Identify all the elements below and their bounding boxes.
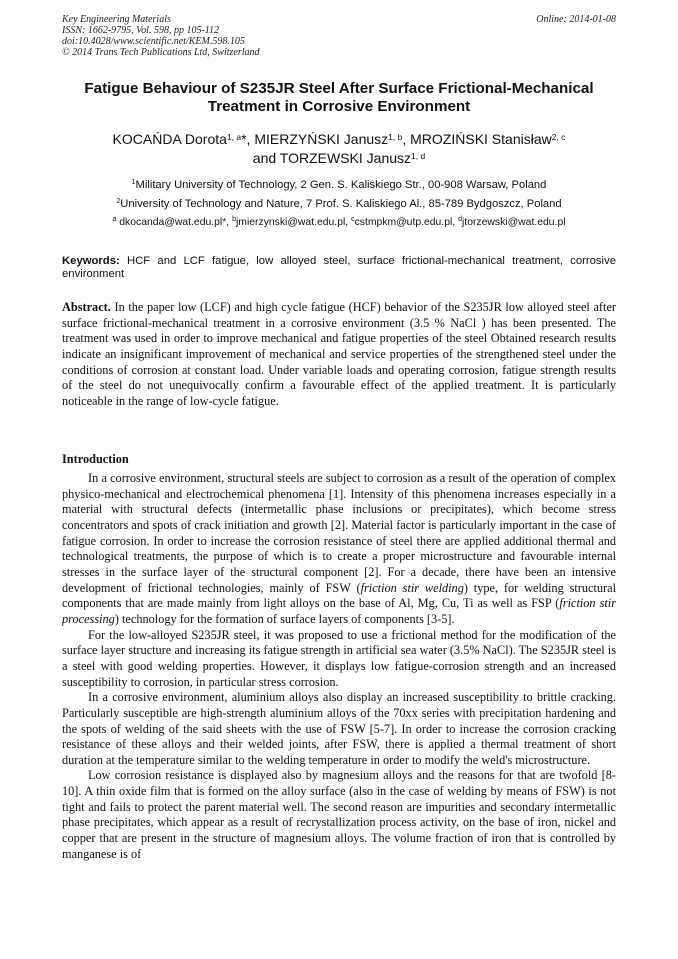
keywords <box>62 255 616 280</box>
abstract <box>62 300 616 410</box>
corresponding-mark: *, <box>241 131 251 147</box>
affiliation-2 <box>62 197 616 211</box>
affiliation-1 <box>62 178 616 192</box>
author-conjunction: and <box>252 150 277 166</box>
title-line-2: Treatment in Corrosive Environment <box>207 98 471 115</box>
author-2: MIERZYŃSKI Janusz <box>254 131 389 147</box>
email-c[interactable]: cstmpkm@utp.edu.pl, <box>354 217 456 228</box>
affiliation-2-number: 2 <box>116 197 121 205</box>
affiliation-1-text: Military University of Technology, 2 Gen. S. Kaliskiego Str., 00-908 Warsaw, Poland <box>135 179 547 191</box>
title-line-1: Fatigue Behaviour of S235JR Steel After Surface Frictional-Mechanical <box>84 80 594 97</box>
paragraph: For the low-alloyed S235JR steel, it was proposed to use a frictional method for the modification of the surface layer structure and increasing its fatigue strength in artificial sea water (3.5% NaCl). The S235JR steel is a steel with good welding properties. However, it displays low fatigue-corrosion strength and an increased susceptibility to corrosion, in particular stress corrosion. <box>62 627 616 689</box>
abstract-label: Abstract. <box>62 300 111 314</box>
author-separator: , <box>402 131 407 147</box>
abstract-text: In the paper low (LCF) and high cycle fatigue (HCF) behavior of the S235JR low alloyed steel after surface frictional-mechanical treatment in a corrosive environment (3.5 % NaCl ) has been presented. The treatment was used in order to improve mechanical and fatigue properties of the steel Obtained research results indicate an insignificant improvement of mechanical and service properties of the strengthened steel under the conditions of corrosion at constant load. Under variable loads and operating corrosion, fatigue strength results of the steel do not unequivocally confirm a favourable effect of the applied treatment. It is particularly noticeable in the range of low-cycle fatigue. <box>62 300 616 408</box>
emphasis-fsp: friction stir processing <box>62 596 616 626</box>
online-date: Online: 2014-01-08 <box>536 14 616 25</box>
paragraph: Low corrosion resistance is displayed also by magnesium alloys and the reasons for that are twofold [8-10]. A thin oxide film that is formed on the alloy surface (also in the case of welding by means of FSW) is not tight and fails to protect the parent material well. The second reason are impurities and secondary intermetallic phase precipitates, which appear as a result of recrystallization process activity, on the base of iron, nickel and copper that are present in the structure of magnesium alloys. The volume fraction of iron that is controlled by manganese is of <box>62 768 616 861</box>
email-a[interactable]: dkocanda@wat.edu.pl*, <box>119 217 230 228</box>
email-list <box>62 216 616 230</box>
author-3-affiliation: 2, c <box>551 131 566 142</box>
email-b-mark: b <box>232 215 236 223</box>
keywords-label: Keywords: <box>62 255 120 267</box>
copyright: © 2014 Trans Tech Publications Ltd, Switzerland <box>62 47 260 58</box>
email-d-mark: d <box>458 215 462 223</box>
issn: ISSN: 1662-9795, Vol. 598, pp 105-112 <box>62 25 220 36</box>
authors-line-2 <box>62 149 616 168</box>
author-2-affiliation: 1, b <box>388 131 403 142</box>
paragraph: In a corrosive environment, aluminium alloys also display an increased susceptibility to brittle cracking. Particularly susceptible are high-strength aluminium alloys of the 70xx series with precipitation hardening and the spots of welding of the said sheets with the use of FSW [5-7]. In order to increase the corrosion cracking resistance of these alloys and their welded joints, after FSW, there is applied a thermal treatment of short duration at the temperature similar to the welding temperature in order to modify the weld's microstructure. <box>62 690 616 767</box>
paper-title <box>62 80 616 116</box>
email-d[interactable]: jtorzewski@wat.edu.pl <box>462 217 566 228</box>
section-heading-introduction: Introduction <box>62 452 129 466</box>
email-c-mark: c <box>351 215 355 223</box>
email-b[interactable]: jmierzynski@wat.edu.pl, <box>235 217 349 228</box>
keywords-text: HCF and LCF fatigue, low alloyed steel, surface frictional-mechanical treatment, corrosive environment <box>62 255 616 280</box>
author-3: MROZIŃSKI Stanisław <box>410 131 552 147</box>
journal-info <box>62 14 260 58</box>
email-a-mark: a <box>112 215 117 223</box>
author-4: TORZEWSKI Janusz <box>279 150 412 166</box>
introduction-body <box>62 471 616 862</box>
author-1: KOCAŃDA Dorota <box>112 131 227 147</box>
authors-line-1 <box>62 130 616 149</box>
affiliation-1-number: 1 <box>131 178 136 186</box>
author-4-affiliation: 1, d <box>411 150 426 161</box>
author-1-affiliation: 1, a <box>226 131 242 142</box>
emphasis-fsw: friction stir welding <box>360 580 464 595</box>
doi: doi:10.4028/www.scientific.net/KEM.598.105 <box>62 36 245 47</box>
journal-name: Key Engineering Materials <box>62 14 171 25</box>
paragraph: In a corrosive environment, structural steels are subject to corrosion as a result of the operation of complex physico-mechanical and electrochemical phenomena [1]. Intensity of this phenomena increases especially in a material with structural defects (intermetallic phase inclusions or precipitates), which become stress concentrators and spots of crack initiation and growth [2]. Material factor is particularly important in the case of fatigue corrosion. In order to increase the corrosion resistance of steel there are applied additional thermal and technological treatments, the purpose of which is to create a proper microstructure and favourable internal stresses in the surface layer of the structural component [2]. For a decade, there have been an intensive development of frictional technologies, mainly of FSW (friction stir welding) type, for welding structural components that are made mainly from light alloys on the base of Al, Mg, Cu, Ti as well as FSP (friction stir processing) technology for the formation of surface layers of components [3-5]. <box>62 471 617 626</box>
affiliation-2-text: University of Technology and Nature, 7 Prof. S. Kaliskiego Al., 85-789 Bydgoszcz, Poland <box>120 198 562 210</box>
author-list <box>62 130 616 168</box>
